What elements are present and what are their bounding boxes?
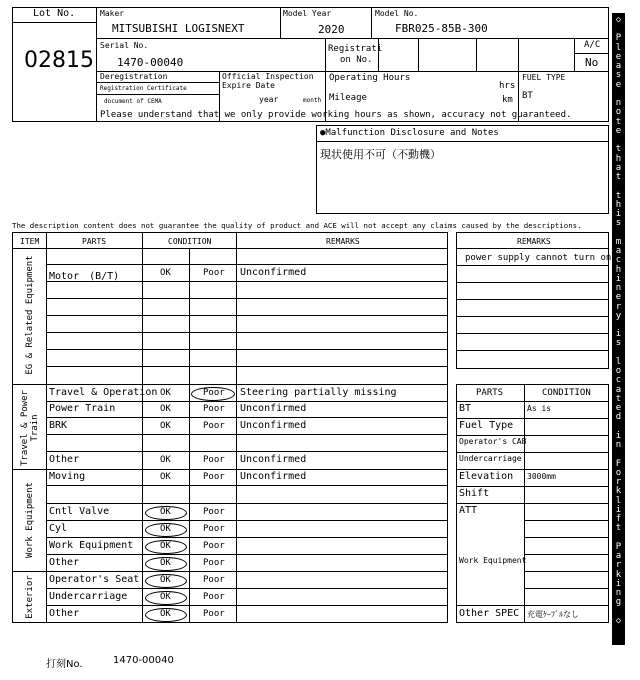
side-char: n <box>615 588 622 598</box>
group-work: Work Equipment <box>25 482 35 558</box>
maker-value: MITSUBISHI LOGISNEXT <box>112 22 245 35</box>
row-line <box>46 401 448 402</box>
divider <box>524 520 609 521</box>
right-part-name: BT <box>459 403 472 414</box>
divider <box>456 401 609 402</box>
circle-mark <box>145 506 187 520</box>
divider <box>456 316 609 317</box>
col-condition: CONDITION <box>168 237 212 246</box>
side-char: t <box>615 172 622 182</box>
divider <box>378 38 379 71</box>
side-note-bar <box>612 13 625 645</box>
divider <box>456 605 609 606</box>
col-remarks: REMARKS <box>326 237 360 246</box>
lot-label: Lot No. <box>33 8 76 19</box>
ac-value: No <box>585 56 599 69</box>
ok-mark: OK <box>160 591 171 602</box>
side-char: o <box>615 366 622 376</box>
right-part-condition: 3000mm <box>527 472 556 481</box>
side-char: i <box>615 209 622 219</box>
side-char: P <box>615 542 622 552</box>
right-part-condition: As is <box>527 404 552 413</box>
right-part-name: Work Equipment <box>459 556 527 565</box>
cema-label: document of CEMA <box>104 98 162 105</box>
poor-mark: Poor <box>203 404 225 414</box>
divider <box>524 537 609 538</box>
maker-label: Maker <box>100 9 125 18</box>
side-char: k <box>615 486 622 496</box>
side-char: t <box>615 191 622 201</box>
deregistration-label: Deregistration <box>100 72 168 81</box>
circle-mark <box>145 608 187 622</box>
divider <box>96 38 609 39</box>
side-char: P <box>615 33 622 43</box>
row-line <box>46 332 448 333</box>
divider <box>456 265 609 266</box>
poor-mark: Poor <box>203 608 225 619</box>
right-part-name: Undercarriage <box>459 454 522 463</box>
part-name: Motor (B/T) <box>49 270 120 282</box>
circle-mark <box>145 523 187 537</box>
side-char: h <box>615 265 622 275</box>
divider <box>456 435 609 436</box>
col-item: ITEM <box>20 237 40 246</box>
model-year-label: Model Year <box>283 9 332 18</box>
divider <box>189 248 190 623</box>
poor-mark: Poor <box>203 420 225 431</box>
side-char: s <box>615 70 622 80</box>
divider <box>574 38 575 71</box>
poor-mark: Poor <box>203 471 225 482</box>
right-part-condition: 充電ｹｰﾌﾞﾙなし <box>527 610 579 619</box>
side-char: e <box>615 52 622 62</box>
col-parts: PARTS <box>82 237 107 246</box>
divider <box>142 232 143 623</box>
side-char: i <box>615 329 622 339</box>
circle-mark <box>191 387 235 401</box>
registration-certificate-label: Registration Certificate <box>100 85 187 92</box>
malfunction-value: 現状使用不可（不動機） <box>320 148 441 161</box>
right-col-parts: PARTS <box>476 388 504 398</box>
part-name: Other <box>49 556 80 568</box>
side-char: s <box>615 218 622 228</box>
side-char: t <box>615 394 622 404</box>
malfunction-box <box>316 125 609 214</box>
ac-label: A/C <box>584 40 601 50</box>
ok-mark: OK <box>160 574 171 585</box>
part-name: BRK <box>49 419 68 431</box>
side-char: a <box>615 246 622 256</box>
part-name: Cntl Valve <box>49 505 110 517</box>
side-char: t <box>615 144 622 154</box>
side-char: h <box>615 200 622 210</box>
row-line <box>46 537 448 538</box>
divider <box>280 7 281 38</box>
side-char: k <box>615 570 622 580</box>
side-char: F <box>615 459 622 469</box>
model-no-label: Model No. <box>375 9 419 18</box>
divider <box>456 486 609 487</box>
footer-label: 打刻No. <box>46 659 83 670</box>
poor-mark: Poor <box>203 557 225 568</box>
side-char: d <box>615 412 622 422</box>
ok-mark: OK <box>160 267 171 278</box>
right-part-name: ATT <box>459 505 478 516</box>
side-char: f <box>615 514 622 524</box>
side-char: r <box>615 477 622 487</box>
side-char: i <box>615 274 622 284</box>
poor-mark: Poor <box>203 267 225 278</box>
divider <box>456 333 609 334</box>
remarks: Unconfirmed <box>240 453 307 465</box>
side-char: g <box>615 597 622 607</box>
malfunction-label: ●Malfunction Disclosure and Notes <box>320 128 499 138</box>
row-line <box>46 264 448 265</box>
divider <box>456 503 609 504</box>
side-char: m <box>615 237 622 247</box>
divider <box>524 571 609 572</box>
divider <box>418 38 419 71</box>
row-line <box>46 503 448 504</box>
ok-mark: OK <box>160 608 171 619</box>
divider <box>96 7 97 122</box>
side-char: n <box>615 98 622 108</box>
divider <box>456 248 609 249</box>
part-name: Operator's Seat <box>49 573 140 585</box>
footer-value: 1470-00040 <box>113 655 174 666</box>
divider <box>236 232 237 623</box>
ok-mark: OK <box>160 420 171 431</box>
side-char: s <box>615 338 622 348</box>
side-char: t <box>615 117 622 127</box>
part-name: Other <box>49 607 80 619</box>
poor-mark: Poor <box>203 591 225 602</box>
registration-label-2: on No. <box>340 55 373 65</box>
divider <box>46 232 47 623</box>
part-name: Cyl <box>49 522 68 534</box>
side-char: c <box>615 375 622 385</box>
part-name: Undercarriage <box>49 590 128 602</box>
divider <box>12 22 96 23</box>
inspection-label: Official Inspection <box>222 72 314 81</box>
side-char: h <box>615 154 622 164</box>
poor-mark: Poor <box>203 387 225 398</box>
side-char: c <box>615 255 622 265</box>
fuel-type-value: BT <box>522 91 533 101</box>
right-part-name: Fuel Type <box>459 420 514 431</box>
ok-mark: OK <box>160 404 171 414</box>
divider <box>524 554 609 555</box>
row-line <box>46 520 448 521</box>
divider <box>476 38 477 71</box>
divider <box>524 588 609 589</box>
poor-mark: Poor <box>203 540 225 551</box>
side-char: r <box>615 560 622 570</box>
side-char: ◇ <box>615 616 622 626</box>
model-no-value: FBR025-85B-300 <box>395 22 488 35</box>
remarks: Unconfirmed <box>240 403 307 414</box>
part-name: Travel & Operation <box>49 386 158 398</box>
poor-mark: Poor <box>203 574 225 585</box>
divider <box>96 71 609 72</box>
side-char: i <box>615 431 622 441</box>
side-char: l <box>615 496 622 506</box>
side-char: e <box>615 126 622 136</box>
divider <box>371 7 372 38</box>
row-line <box>46 315 448 316</box>
ok-mark: OK <box>160 540 171 551</box>
lot-number: 02815 <box>24 48 94 73</box>
circle-mark <box>145 540 187 554</box>
group-divider <box>12 469 448 470</box>
side-char: ◇ <box>615 15 622 25</box>
poor-mark: Poor <box>203 454 225 465</box>
part-name: Moving <box>49 470 86 482</box>
side-char: i <box>615 579 622 589</box>
divider <box>96 82 219 83</box>
divider <box>456 418 609 419</box>
side-char: e <box>615 80 622 90</box>
row-line <box>46 588 448 589</box>
group-exterior: Exterior <box>25 575 35 619</box>
remarks: Steering partially missing <box>240 386 397 398</box>
right-remarks-header: REMARKS <box>517 237 551 246</box>
group-divider <box>12 384 448 385</box>
hrs-unit: hrs <box>499 81 516 91</box>
ok-mark: OK <box>160 506 171 517</box>
side-char: a <box>615 163 622 173</box>
header-box <box>12 7 609 122</box>
circle-mark <box>145 591 187 605</box>
poor-mark: Poor <box>203 523 225 534</box>
side-char: a <box>615 551 622 561</box>
divider <box>12 248 448 249</box>
remarks: Unconfirmed <box>240 419 307 431</box>
side-char: o <box>615 107 622 117</box>
divider <box>456 452 609 453</box>
row-line <box>46 434 448 435</box>
row-line <box>46 349 448 350</box>
side-char: o <box>615 468 622 478</box>
row-line <box>46 485 448 486</box>
remarks: Unconfirmed <box>240 470 307 482</box>
row-line <box>46 554 448 555</box>
right-part-name: Shift <box>459 488 490 499</box>
ok-mark: OK <box>160 523 171 534</box>
row-line <box>46 451 448 452</box>
side-char: y <box>615 311 622 321</box>
ok-mark: OK <box>160 454 171 465</box>
ok-mark: OK <box>160 387 171 398</box>
side-char: l <box>615 357 622 367</box>
side-char: a <box>615 385 622 395</box>
row-line <box>46 417 448 418</box>
part-name: Power Train <box>49 403 116 414</box>
side-char: a <box>615 61 622 71</box>
month-unit: month <box>303 97 322 104</box>
row-line <box>46 298 448 299</box>
divider <box>456 350 609 351</box>
side-char: n <box>615 283 622 293</box>
inspection-label-2: Expire Date <box>222 81 275 90</box>
side-char: e <box>615 292 622 302</box>
right-part-name: Other SPEC <box>459 608 520 619</box>
group-travel: Travel & Power Train <box>20 390 40 466</box>
serial-value: 1470-00040 <box>117 56 184 69</box>
side-char: n <box>615 440 622 450</box>
poor-mark: Poor <box>203 506 225 517</box>
mileage-label: Mileage <box>329 93 367 103</box>
divider <box>574 53 609 54</box>
serial-label: Serial No. <box>100 41 149 50</box>
divider <box>96 94 219 95</box>
divider <box>456 299 609 300</box>
part-name: Work Equipment <box>49 539 134 551</box>
side-char: r <box>615 302 622 312</box>
circle-mark <box>145 557 187 571</box>
year-unit: year <box>259 95 279 104</box>
row-line <box>46 281 448 282</box>
operating-hours-label: Operating Hours <box>329 73 411 83</box>
disclaimer: The description content does not guarantee the quality of product and ACE will not accept any claims caused by the descriptions. <box>12 221 582 230</box>
divider <box>456 282 609 283</box>
ok-mark: OK <box>160 557 171 568</box>
row-line <box>46 366 448 367</box>
remarks: Unconfirmed <box>240 266 307 278</box>
km-unit: km <box>502 95 513 105</box>
row-line <box>46 605 448 606</box>
side-char: t <box>615 523 622 533</box>
model-year-value: 2020 <box>318 23 345 36</box>
fuel-type-label: FUEL TYPE <box>522 73 566 82</box>
divider <box>316 141 609 142</box>
group-divider <box>12 571 448 572</box>
right-part-name: Elevation <box>459 471 514 482</box>
part-name: Other <box>49 453 80 465</box>
hours-note: Please understand that we only provide working hours as shown, accuracy not guaranteed. <box>100 110 572 120</box>
right-part-name: Operator's CAB <box>459 437 527 446</box>
right-remarks-first: power supply cannot turn on <box>465 253 612 263</box>
ok-mark: OK <box>160 471 171 482</box>
side-char: e <box>615 403 622 413</box>
side-char: l <box>615 43 622 53</box>
registration-label: Registrati <box>328 44 383 54</box>
circle-mark <box>145 574 187 588</box>
group-eg: EG & Related Equipment <box>25 255 35 375</box>
right-col-condition: CONDITION <box>542 388 591 398</box>
divider <box>456 469 609 470</box>
side-char: i <box>615 505 622 515</box>
